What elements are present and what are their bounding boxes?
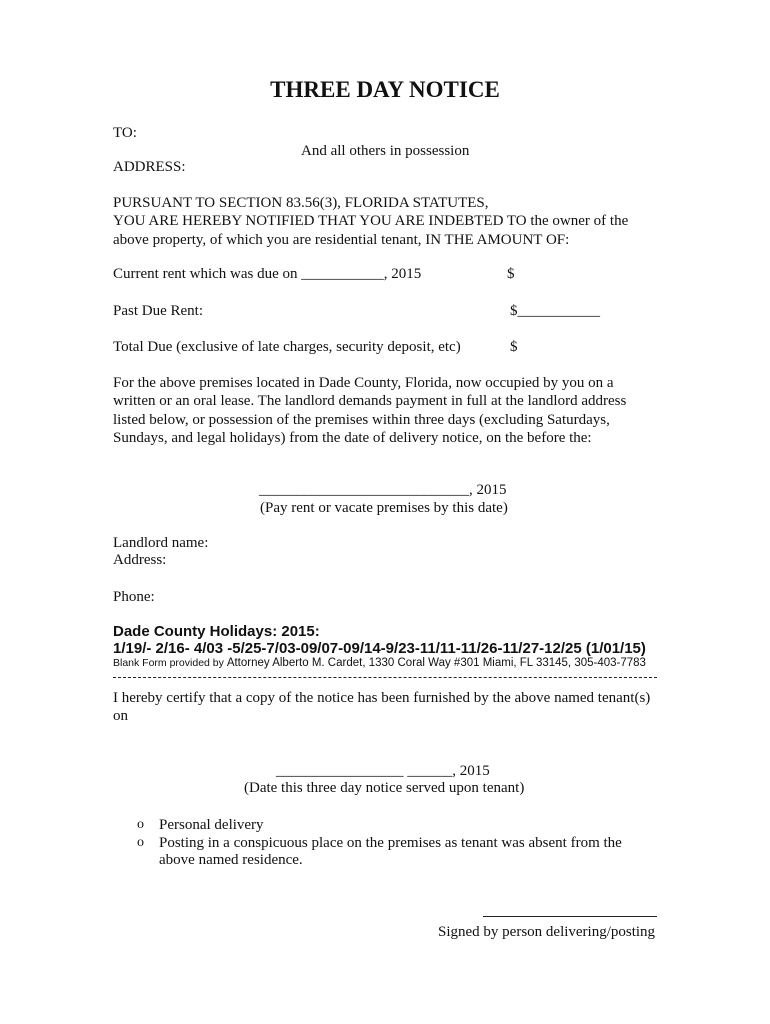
past-due-label: Past Due Rent: — [113, 303, 203, 319]
landlord-name-label: Landlord name: — [113, 535, 209, 551]
premises-paragraph — [113, 374, 653, 448]
certify-line: on — [113, 708, 128, 725]
pursuant-line: above property, of which you are residential tenant, IN THE AMOUNT OF: — [113, 231, 570, 248]
certify-paragraph — [113, 689, 653, 726]
premises-line: listed below, or possession of the premises within three days (excluding Saturdays, — [113, 411, 610, 428]
address-label: ADDRESS: — [113, 159, 186, 175]
premises-line: written or an oral lease. The landlord demands payment in full at the landlord address — [113, 393, 627, 410]
dashed-divider — [113, 677, 657, 678]
option-bullet-icon: o — [137, 817, 144, 832]
credit-prefix: Blank Form provided by — [113, 657, 224, 669]
holidays-heading: Dade County Holidays: 2015: — [113, 623, 320, 640]
current-rent-label: Current rent which was due on ___________, 2015 — [113, 266, 422, 282]
landlord-address-label: Address: — [113, 552, 167, 568]
holidays-dates: 1/19/- 2/16- 4/03 -5/25-7/03-09/07-09/14-9/23-11/11-11/26-11/27-12/25 (1/01/15) — [113, 640, 646, 657]
total-due-value: $ — [510, 339, 518, 355]
pursuant-paragraph — [113, 194, 653, 249]
pay-date-line: ____________________________, 2015 — [259, 482, 507, 498]
form-credit — [113, 657, 646, 670]
premises-line: Sundays, and legal holidays) from the date of delivery notice, on the before the: — [113, 430, 592, 447]
option-personal-delivery: Personal delivery — [159, 817, 264, 833]
past-due-value: $___________ — [510, 303, 600, 319]
option-posting: Posting in a conspicuous place on the premises as tenant was absent from the — [159, 835, 622, 851]
to-label: TO: — [113, 125, 137, 141]
credit-text: Attorney Alberto M. Cardet, 1330 Coral Way #301 Miami, FL 33145, 305-403-7783 — [226, 657, 646, 669]
served-date-line: _________________ ______, 2015 — [276, 763, 490, 779]
pursuant-line: PURSUANT TO SECTION 83.56(3), FLORIDA STATUTES, — [113, 195, 489, 211]
option-bullet-icon: o — [137, 835, 144, 850]
premises-line: For the above premises located in Dade County, Florida, now occupied by you on a — [113, 375, 614, 391]
page-title: THREE DAY NOTICE — [270, 77, 500, 102]
landlord-phone-label: Phone: — [113, 589, 155, 605]
option-posting-cont: above named residence. — [159, 852, 303, 868]
others-in-possession: And all others in possession — [301, 143, 470, 159]
current-rent-value: $ — [507, 266, 515, 282]
served-date-caption: (Date this three day notice served upon tenant) — [244, 780, 525, 796]
certify-line: I hereby certify that a copy of the notice has been furnished by the above named tenant(s) — [113, 690, 651, 706]
total-due-label: Total Due (exclusive of late charges, security deposit, etc) — [113, 339, 461, 355]
pay-date-caption: (Pay rent or vacate premises by this date) — [260, 500, 508, 516]
pursuant-line: YOU ARE HEREBY NOTIFIED THAT YOU ARE INDEBTED TO the owner of the — [113, 213, 629, 230]
signature-line — [483, 916, 657, 917]
signature-caption: Signed by person delivering/posting — [438, 924, 656, 940]
